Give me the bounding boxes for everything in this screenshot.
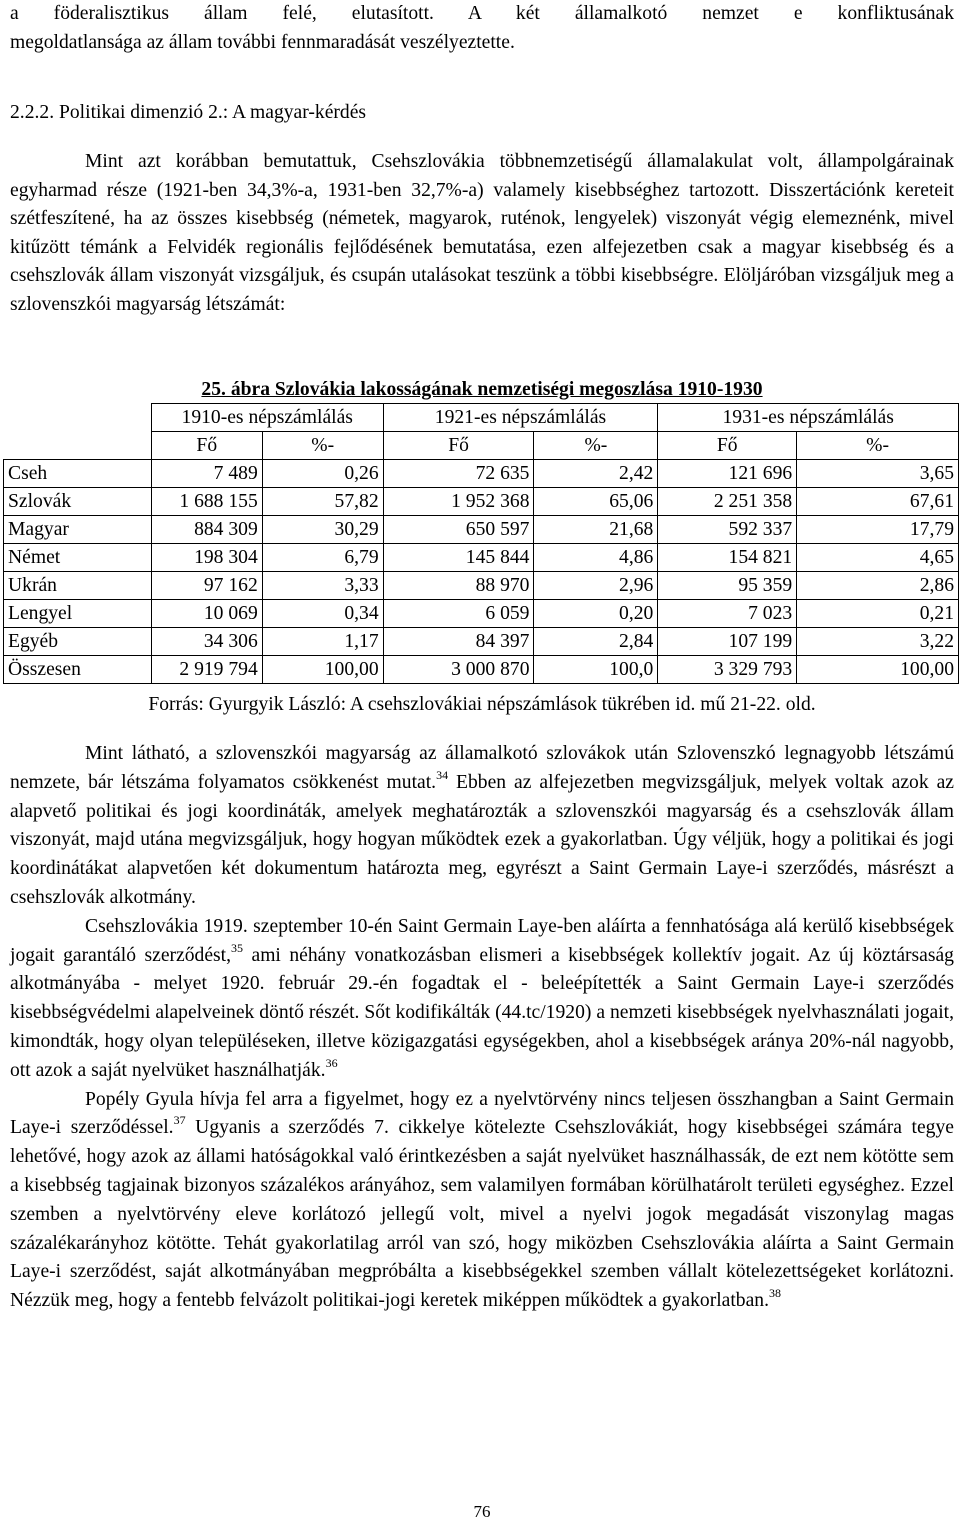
sub-header-cell: Fő (658, 432, 797, 460)
table-cell: 2,96 (534, 572, 658, 600)
table-cell: 154 821 (658, 544, 797, 572)
table-cell: 884 309 (151, 516, 262, 544)
table-cell: 121 696 (658, 460, 797, 488)
census-header-1910: 1910-es népszámlálás (151, 404, 383, 432)
table-cell: 3,33 (262, 572, 383, 600)
table-cell: 0,21 (797, 600, 959, 628)
table-cell: 4,65 (797, 544, 959, 572)
sub-header-cell: %- (262, 432, 383, 460)
table-cell: 67,61 (797, 488, 959, 516)
paragraph (10, 1086, 954, 1316)
table-row (4, 572, 959, 600)
figure-title (10, 376, 954, 404)
sub-header-cell: Fő (151, 432, 262, 460)
table-cell: 2 251 358 (658, 488, 797, 516)
paragraph-text: Mint látható, a szlovenszkói magyarság az államalkotó szlovákok után Szlovenszkó legnagyobb létszámú nemzete, bár létszáma folyamatos csökkenést mutat. (10, 743, 954, 793)
paragraph-text: Popély Gyula hívja fel arra a figyelmet, hogy ez a nyelvtörvény nincs teljesen összhangban a Saint Germain Laye-i szerződéssel. (10, 1088, 954, 1139)
row-label: Egyéb (4, 628, 152, 656)
table-row (4, 544, 959, 572)
table-cell: 21,68 (534, 516, 658, 544)
sub-header-cell: Fő (383, 432, 534, 460)
section-heading: 2.2.2. Politikai dimenzió 2.: A magyar-kérdés (10, 102, 367, 123)
census-header-row (4, 404, 959, 432)
intro-line-1: a föderalisztikus állam felé, elutasított. A két államalkotó nemzet e konfliktusának (10, 3, 954, 24)
paragraph-population-intro (10, 148, 954, 320)
row-label: Lengyel (4, 600, 152, 628)
table-cell: 57,82 (262, 488, 383, 516)
table-cell: 100,0 (534, 656, 658, 684)
sub-header-cell: %- (534, 432, 658, 460)
table-cell: 650 597 (383, 516, 534, 544)
table-cell: 3 000 870 (383, 656, 534, 684)
population-table (3, 403, 959, 684)
table-cell: 97 162 (151, 572, 262, 600)
table-cell: 3 329 793 (658, 656, 797, 684)
paragraph-text: ami néhány vonatkozásban elismeri a kisebbségek kollektív jogait. Az új köztársaság alkotmányába - melyet 1920. február 29.-én fogadtak el - beleépítették a Saint Germain Laye-i szerződés kisebbségvédelmi alapelveinek döntő részét. Sőt kodifikálták (44.tc/1920) a nemzeti kisebbségek nyelvhasználati jogait, kimondták, hogy olyan településeken, illetve közigazgatási egységekben, ahol a kisebbségek aránya 20%-nál nagyobb, ott azok a saját nyelvüket használhatják. (10, 944, 954, 1081)
footnote-ref[interactable]: 34 (436, 767, 449, 782)
paragraph-text: Mint azt korábban bemutattuk, Csehszlovákia többnemzetiségű államalakulat volt, állampolgárainak egyharmad része (1921-ben 34,3%-a, 1931-ben 32,7%-a) valamely kisebbséghez tartozott. Disszertációnk kereteit szétfeszítené, ha az összes kisebbség (németek, magyarok, ruténok, lengyelek) viszonyát végig elemeznénk, mivel kitűzött témánk a Felvidék regionális fejlődésének bemutatása, ezen alfejezetben csak a magyar kisebbség és a csehszlovák állam viszonyát vizsgáljuk, és csupán utalásokat teszünk a többi kisebbségre. Elöljáróban vizsgáljuk meg a szlovenszkói magyarság létszámát: (10, 151, 954, 315)
table-cell: 95 359 (658, 572, 797, 600)
page-number: 76 (473, 1502, 491, 1521)
table-cell: 34 306 (151, 628, 262, 656)
table-row (4, 600, 959, 628)
paragraph (10, 740, 954, 913)
table-row (4, 628, 959, 656)
row-label: Cseh (4, 460, 152, 488)
table-cell: 65,06 (534, 488, 658, 516)
table-cell: 0,26 (262, 460, 383, 488)
table-cell: 7 489 (151, 460, 262, 488)
corner-cell (4, 404, 152, 432)
table-cell: 0,34 (262, 600, 383, 628)
intro-line-2: megoldatlansága az állam további fennmaradását veszélyeztette. (10, 31, 515, 53)
table-row (4, 460, 959, 488)
census-header-1931: 1931-es népszámlálás (658, 404, 959, 432)
intro-paragraph (10, 0, 954, 57)
table-cell: 107 199 (658, 628, 797, 656)
row-label: Ukrán (4, 572, 152, 600)
table-row-total (4, 656, 959, 684)
table-cell: 3,22 (797, 628, 959, 656)
table-cell: 10 069 (151, 600, 262, 628)
table-cell: 72 635 (383, 460, 534, 488)
table-cell: 7 023 (658, 600, 797, 628)
paragraph-text: Ebben az alfejezetben megvizsgáljuk, melyek voltak azok az alapvető politikai és jogi koordináták, amelyek meghatározták a szlovenszkói magyarság és a csehszlovák állam viszonyát, majd utána megvizsgáljuk, hogy hogyan működtek ezek a gyakorlatban. Úgy véljük, hogy a politikai és jogi koordinátákat alapvetően két dokumentum határozta meg, egyrészt a Saint Germain Laye-i szerződés, másrészt a csehszlovák alkotmány. (10, 771, 954, 908)
table-cell: 88 970 (383, 572, 534, 600)
table-cell: 4,86 (534, 544, 658, 572)
table-cell: 3,65 (797, 460, 959, 488)
paragraph (10, 913, 954, 1086)
row-label: Szlovák (4, 488, 152, 516)
table-source: Forrás: Gyurgyik László: A csehszlovákiai népszámlások tükrében id. mű 21-22. old. (148, 694, 816, 715)
table-cell: 1,17 (262, 628, 383, 656)
paragraph-text: Csehszlovákia 1919. szeptember 10-én Saint Germain Laye-ben aláírta a fennhatósága alá kerülő kisebbségek jogait garantáló szerződést, (10, 915, 954, 966)
paragraph-text: Ugyanis a szerződés 7. cikkelye kötelezte Csehszlovákiát, hogy kisebbségei számára tegye lehetővé, hogy azok az állami hatóságokkal való érintkezésben a saját nyelvüket használhassák, de ezt nem kötötte sem a kisebbség tagjainak bizonyos százalékos arányához, sem valamilyen formában körülhatárolt területi egységhez. Ezzel szemben a nyelvtörvény eleve korlátozó jellegű volt, mivel a nyelvi jogok megadását viszonylag magas százalékarányhoz kötötte. Tehát gyakorlatilag arról van szó, hogy miközben Csehszlovákia aláírta a Saint Germain Laye-i szerződést, saját alkotmányában megpróbálta a kisebbségekkel szemben vállalt kötelezettségeket korlátozni. Nézzük meg, hogy a fentebb felvázolt politikai-jogi keretek miképpen működtek a gyakorlatban. (10, 1117, 954, 1312)
table-cell: 6,79 (262, 544, 383, 572)
table-cell: 2 919 794 (151, 656, 262, 684)
table-row (4, 488, 959, 516)
table-cell: 592 337 (658, 516, 797, 544)
table-cell: 6 059 (383, 600, 534, 628)
body-text (10, 740, 954, 1316)
corner-cell (4, 432, 152, 460)
footnote-ref[interactable]: 38 (769, 1286, 781, 1301)
footnote-ref[interactable]: 35 (231, 940, 243, 955)
table-cell: 145 844 (383, 544, 534, 572)
table-cell: 100,00 (797, 656, 959, 684)
table-cell: 2,42 (534, 460, 658, 488)
figure-title-text: 25. ábra Szlovákia lakosságának nemzetiségi megoszlása 1910-1930 (201, 379, 763, 400)
table-cell: 100,00 (262, 656, 383, 684)
table-cell: 30,29 (262, 516, 383, 544)
table-cell: 0,20 (534, 600, 658, 628)
table-cell: 1 688 155 (151, 488, 262, 516)
row-label: Magyar (4, 516, 152, 544)
row-label: Német (4, 544, 152, 572)
census-header-1921: 1921-es népszámlálás (383, 404, 658, 432)
table-cell: 84 397 (383, 628, 534, 656)
table-cell: 2,86 (797, 572, 959, 600)
table-row (4, 516, 959, 544)
footnote-ref[interactable]: 36 (325, 1055, 338, 1070)
footnote-ref[interactable]: 37 (173, 1113, 186, 1128)
row-label: Összesen (4, 656, 152, 684)
table-cell: 198 304 (151, 544, 262, 572)
table-cell: 2,84 (534, 628, 658, 656)
table-cell: 1 952 368 (383, 488, 534, 516)
sub-header-cell: %- (797, 432, 959, 460)
table-cell: 17,79 (797, 516, 959, 544)
sub-header-row (4, 432, 959, 460)
